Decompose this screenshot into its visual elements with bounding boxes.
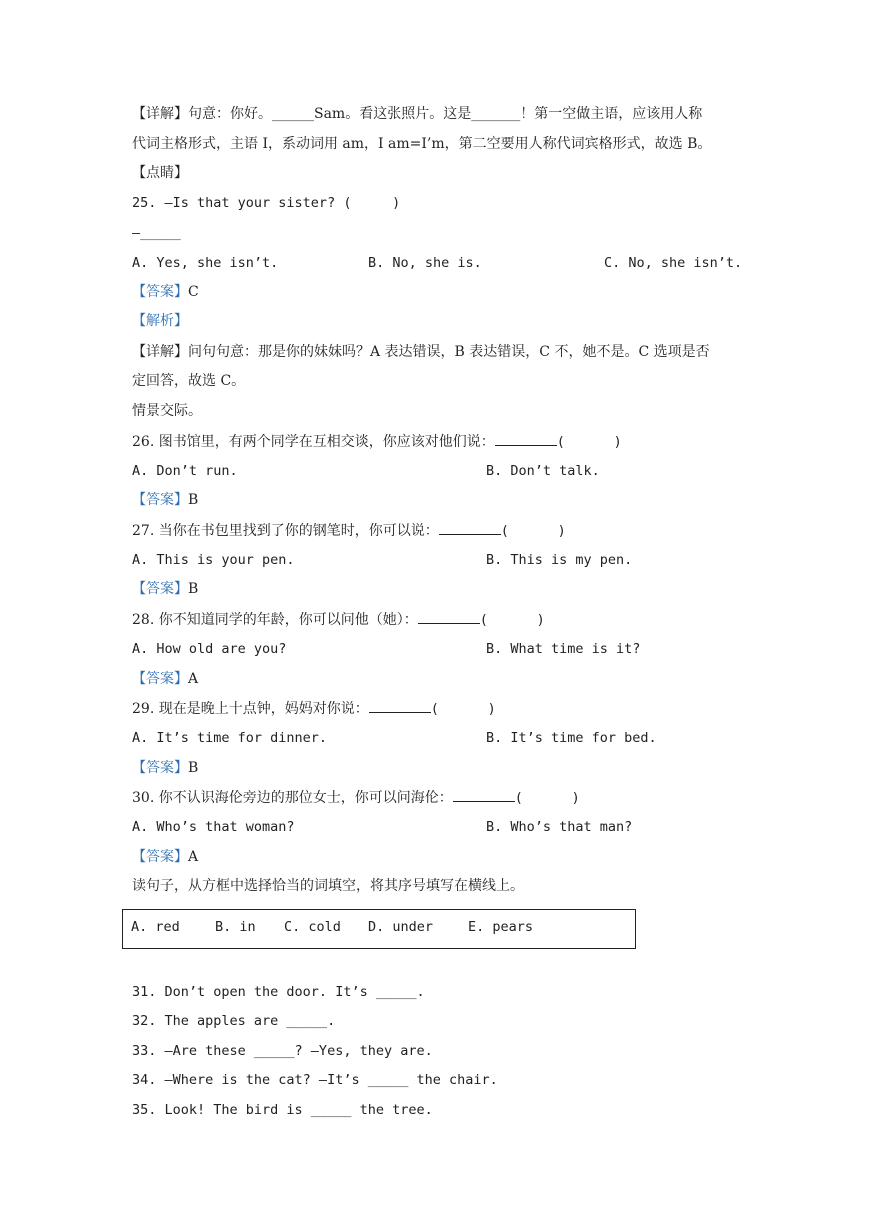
answer-blank <box>418 609 480 624</box>
option-a: A. Don’t run. <box>132 463 238 479</box>
option-b: B. Who’s that man? <box>486 819 633 835</box>
answer-blank <box>369 698 431 713</box>
answer-row <box>132 847 198 867</box>
word-option: A. red <box>131 919 180 935</box>
answer-paren: ( ) <box>514 790 580 806</box>
stem-text: 28. 你不知道同学的年龄，你可以问他（她）： <box>132 612 418 628</box>
answer-tag: 【答案】 <box>132 671 188 687</box>
question-28-options <box>132 639 752 659</box>
dianjing-tag: 【点睛】 <box>132 165 188 181</box>
answer-tag: 【答案】 <box>132 492 188 508</box>
answer-tag: 【答案】 <box>132 581 188 597</box>
option-c: C. No, she isn’t. <box>604 255 743 271</box>
explain-line: 定回答，故选 C。 <box>132 373 246 389</box>
answer-value: A <box>188 849 199 865</box>
answer-tag: 【答案】 <box>132 849 188 865</box>
fill-question: 34. —Where is the cat? —It’s _____ the chair. <box>132 1072 498 1088</box>
fill-question: 31. Don’t open the door. It’s _____. <box>132 984 425 1000</box>
word-option: C. cold <box>284 919 341 935</box>
answer-row <box>132 579 198 599</box>
question-30-stem <box>132 787 580 808</box>
stem-text: 27. 当你在书包里找到了你的钢笔时，你可以说： <box>132 523 439 539</box>
answer-value: A <box>188 671 199 687</box>
stem-text: 30. 你不认识海伦旁边的那位女士，你可以问海伦： <box>132 790 453 806</box>
answer-blank <box>453 787 515 802</box>
question-29-options <box>132 728 752 748</box>
answer-value: B <box>188 581 199 597</box>
option-b: B. This is my pen. <box>486 552 633 568</box>
answer-row <box>132 282 199 302</box>
explain-line: 【详解】问句句意：那是你的妹妹吗？A 表达错误，B 表达错误，C 不，她不是。C 选项是否 <box>132 344 710 360</box>
question-26-options <box>132 461 752 481</box>
question-25-answer-line: —_____ <box>132 225 181 241</box>
option-b: B. No, she is. <box>368 255 482 271</box>
analysis-tag: 【解析】 <box>132 313 188 329</box>
option-b: B. Don’t talk. <box>486 463 600 479</box>
answer-tag: 【答案】 <box>132 284 188 300</box>
answer-value: B <box>188 760 199 776</box>
stem-text: 29. 现在是晚上十点钟，妈妈对你说： <box>132 701 369 717</box>
question-28-stem <box>132 609 545 630</box>
answer-row <box>132 758 198 778</box>
answer-paren: ( ) <box>556 434 622 450</box>
fill-question: 32. The apples are _____. <box>132 1013 336 1029</box>
question-26-stem <box>132 431 622 452</box>
stem-text: 26. 图书馆里，有两个同学在互相交谈，你应该对他们说： <box>132 434 495 450</box>
answer-blank <box>439 520 501 535</box>
note-line: 情景交际。 <box>132 403 202 419</box>
word-option: B. in <box>215 919 256 935</box>
fill-question: 35. Look! The bird is _____ the tree. <box>132 1102 433 1118</box>
answer-paren: ( ) <box>430 701 496 717</box>
question-29-stem <box>132 698 496 719</box>
option-b: B. It’s time for bed. <box>486 730 657 746</box>
option-a: A. It’s time for dinner. <box>132 730 328 746</box>
question-25-options <box>132 253 752 273</box>
word-option: E. pears <box>468 919 534 935</box>
word-box <box>122 909 636 949</box>
explain-line: 【详解】句意：你好。______Sam。看这张照片。这是_______！第一空做主语，应该用人称 <box>132 106 703 122</box>
answer-row <box>132 490 198 510</box>
question-30-options <box>132 817 752 837</box>
explain-line: 代词主格形式，主语 I，系动词用 am，I am=I’m，第二空要用人称代词宾格形式，故选 B。 <box>132 136 712 152</box>
answer-paren: ( ) <box>479 612 545 628</box>
question-25-stem: 25. —Is that your sister? ( ) <box>132 195 401 211</box>
answer-blank <box>495 431 557 446</box>
option-a: A. Yes, she isn’t. <box>132 255 279 271</box>
word-option: D. under <box>368 919 434 935</box>
answer-value: C <box>188 284 199 300</box>
option-a: A. This is your pen. <box>132 552 295 568</box>
fill-question: 33. —Are these _____? —Yes, they are. <box>132 1043 433 1059</box>
option-a: A. Who’s that woman? <box>132 819 295 835</box>
option-b: B. What time is it? <box>486 641 641 657</box>
answer-paren: ( ) <box>500 523 566 539</box>
section-instruction: 读句子，从方框中选择恰当的词填空，将其序号填写在横线上。 <box>132 878 524 894</box>
question-27-stem <box>132 520 566 541</box>
answer-tag: 【答案】 <box>132 760 188 776</box>
option-a: A. How old are you? <box>132 641 287 657</box>
answer-value: B <box>188 492 199 508</box>
question-27-options <box>132 550 752 570</box>
answer-row <box>132 669 198 689</box>
